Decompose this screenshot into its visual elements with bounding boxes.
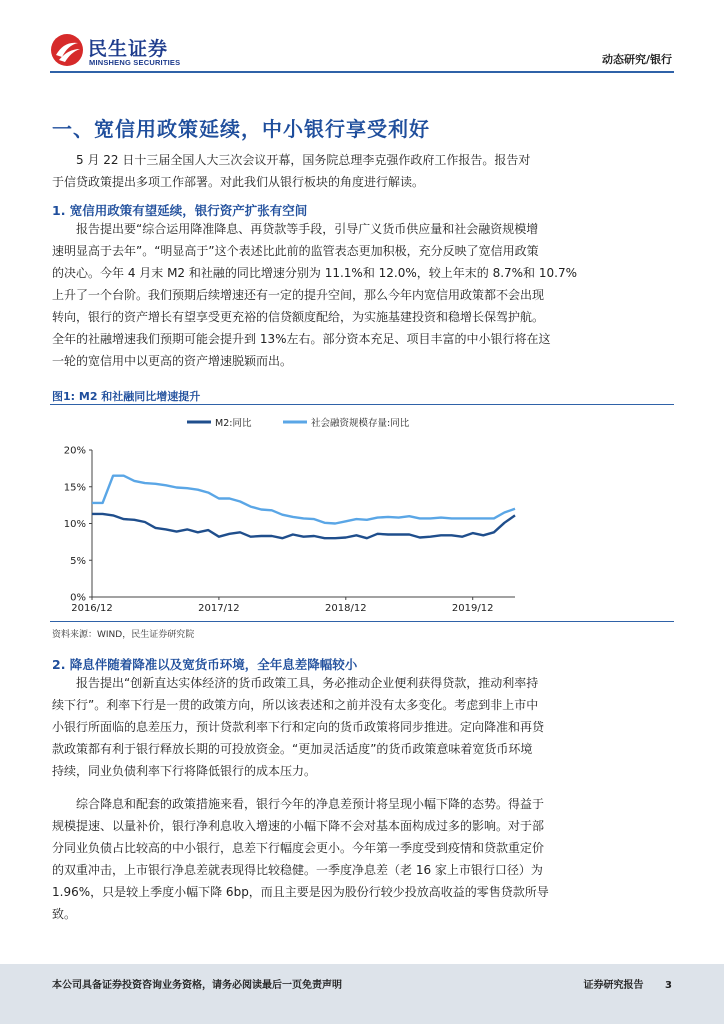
subsection-heading-2: 2. 降息伴随着降准以及宽货币环境，全年息差降幅较小 bbox=[52, 657, 358, 672]
paragraph-line: 报告提出要“综合运用降准降息、再贷款等手段，引导广义货币供应量和社会融资规模增 bbox=[76, 222, 539, 236]
paragraph-line: 分同业负债占比较高的中小银行，息差下行幅度会更小。今年第一季度受到疫情和贷款重定价 bbox=[52, 841, 545, 855]
x-tick-label: 2019/12 bbox=[451, 603, 494, 614]
page-number: 3 bbox=[665, 980, 672, 991]
paragraph-line: 速明显高于去年”。“明显高于”这个表述比此前的监管表态更加积极，充分反映了宽信用政策 bbox=[52, 244, 539, 258]
paragraph-line: 致。 bbox=[52, 907, 77, 921]
footer-disclaimer: 本公司具备证券投资咨询业务资格，请务必阅读最后一页免责声明 bbox=[52, 980, 342, 991]
brand-name-en: MINSHENG SECURITIES bbox=[89, 58, 181, 67]
chart-legend bbox=[187, 417, 410, 429]
figure-title: 图1: M2 和社融同比增速提升 bbox=[52, 390, 201, 403]
x-tick-label: 2018/12 bbox=[325, 603, 367, 614]
paragraph-line: 综合降息和配套的政策措施来看，银行今年的净息差预计将呈现小幅下降的态势。得益于 bbox=[76, 797, 545, 811]
paragraph-line: 转向，银行的资产增长有望享受更充裕的信贷额度配给，为实施基建投资和稳增长保驾护航。 bbox=[52, 310, 545, 324]
y-tick-label: 0% bbox=[70, 592, 86, 604]
document-category: 动态研究/银行 bbox=[601, 53, 672, 66]
paragraph-line: 上升了一个台阶。我们预期后续增速还有一定的提升空间，那么今年内宽信用政策都不会出现 bbox=[52, 288, 545, 302]
footer-meta bbox=[566, 976, 672, 991]
brand-name-cn: 民生证券 bbox=[88, 38, 169, 60]
legend-label: M2:同比 bbox=[215, 418, 252, 429]
figure-bottom-rule bbox=[50, 621, 674, 622]
legend-label: 社会融资规模存量:同比 bbox=[311, 418, 410, 429]
paragraph-line: 规模提速、以量补价，银行净利息收入增速的小幅下降不会对基本面构成过多的影响。对于部 bbox=[52, 819, 545, 833]
paragraph-line: 1.96%，只是较上季度小幅下降 6bp，而且主要是因为股份行较少投放高收益的零售贷款所导 bbox=[52, 885, 549, 899]
minsheng-logo-icon bbox=[50, 33, 84, 67]
y-tick-label: 5% bbox=[70, 555, 86, 567]
intro-line: 5 月 22 日十三届全国人大三次会议开幕，国务院总理李克强作政府工作报告。报告对 bbox=[76, 153, 531, 167]
page-header bbox=[0, 0, 724, 75]
paragraph-line: 一轮的宽信用中以更高的资产增速脱颖而出。 bbox=[52, 354, 293, 368]
paragraph-line: 续下行”。利率下行是一贯的政策方向，所以该表述和之前并没有太多变化。考虑到非上市中 bbox=[52, 698, 539, 712]
paragraph-line: 的双重冲击，上市银行净息差就表现得比较稳健。一季度净息差（老 16 家上市银行口径）为 bbox=[52, 863, 543, 877]
chart-series bbox=[92, 476, 515, 539]
paragraph-line: 持续，同业负债利率下行将降低银行的成本压力。 bbox=[52, 764, 317, 778]
y-tick-label: 20% bbox=[63, 445, 86, 457]
paragraph-line: 款政策都有利于银行释放长期的可投放资金。“更加灵活适度”的货币政策意味着宽货币环境 bbox=[52, 742, 533, 756]
intro-paragraph bbox=[52, 149, 672, 193]
paragraph-line: 全年的社融增速我们预期可能会提升到 13%左右。部分资本充足、项目丰富的中小银行将在这 bbox=[52, 332, 551, 346]
x-tick-label: 2016/12 bbox=[71, 603, 113, 614]
figure-source: 资料来源：WIND，民生证券研究院 bbox=[52, 630, 195, 640]
section-title: 一、宽信用政策延续，中小银行享受利好 bbox=[52, 117, 430, 141]
series-line bbox=[92, 476, 515, 524]
subsection-1-paragraph bbox=[52, 218, 672, 372]
y-tick-label: 10% bbox=[63, 519, 86, 530]
paragraph-line: 小银行所面临的息差压力，预计贷款利率下行和定向的货币政策将同步推进。定向降准和再贷 bbox=[52, 720, 545, 734]
chart-axes bbox=[64, 446, 515, 615]
subsection-heading-1: 1. 宽信用政策有望延续，银行资产扩张有空间 bbox=[52, 203, 308, 218]
paragraph-line: 报告提出“创新直达实体经济的货币政策工具，务必推动企业便利获得贷款，推动利率持 bbox=[76, 676, 539, 690]
y-tick-label: 15% bbox=[63, 482, 86, 494]
subsection-2-paragraph-1 bbox=[52, 672, 672, 782]
x-tick-label: 2017/12 bbox=[198, 603, 240, 614]
page-footer bbox=[0, 964, 724, 1024]
subsection-2-paragraph-2 bbox=[52, 793, 672, 925]
figure-top-rule bbox=[50, 404, 674, 405]
intro-line: 于信贷政策提出多项工作部署。对此我们从银行板块的角度进行解读。 bbox=[52, 175, 425, 189]
line-chart bbox=[50, 408, 674, 620]
footer-report-type: 证券研究报告 bbox=[583, 980, 644, 991]
paragraph-line: 的决心。今年 4 月末 M2 和社融的同比增速分别为 11.1%和 12.0%，较上年末的 8.7%和 10.7% bbox=[52, 266, 577, 280]
header-divider bbox=[50, 71, 674, 73]
